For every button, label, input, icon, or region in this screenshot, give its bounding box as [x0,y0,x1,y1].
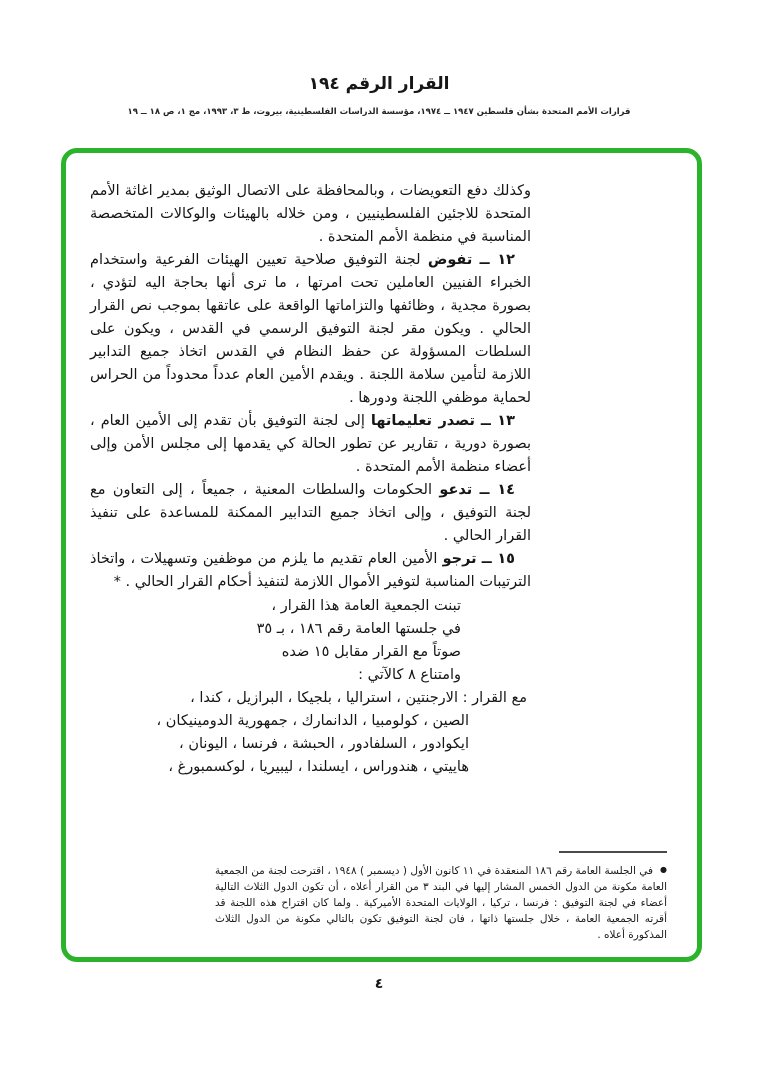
footnote [215,851,667,943]
clause-14-text: الحكومات والسلطات المعنية ، جميعاً ، إلى التعاون مع لجنة التوفيق ، وإلى اتخاذ جميع التدابير الممكنة للمساعدة على تنفيذ القرار الحالي . [90,482,531,544]
vote-result-block [90,595,461,687]
footnote-bullet-icon: ● [660,865,668,874]
clause-13 [90,410,531,479]
footnote-body: في الجلسة العامة رقم ١٨٦ المنعقدة في ١١ كانون الأول ( ديسمبر ) ١٩٤٨ ، اقترحت لجنة من الجمعية العامة مكونة من الدول الخمس المشار إليها في البند ٣ من القرار أعلاه ، أن تكون الدول الثلاث التالية أعضاء في لجنة التوفيق : فرنسا ، تركيا ، الولايات المتحدة الأميركية . ولما كان اقتراح هذه اللجنة قد أقرته الجمعية العامة ، خلال جلستها ذاتها ، فان لجنة التوفيق تكون بالتالي مكونة من الدول الثلاث المذكورة أعلاه . [215,865,667,941]
clause-13-text: إلى لجنة التوفيق بأن تقدم إلى الأمين العام ، بصورة دورية ، تقارير عن تطور الحالة كي يقدمها إلى مجلس الأمن وإلى أعضاء منظمة الأمم المتحدة . [90,413,531,475]
clause-15-lead: ترجو [442,551,477,567]
clause-14-lead: تدعو [439,482,473,498]
clause-15-text: الأمين العام تقديم ما يلزم من موظفين وتسهيلات ، واتخاذ الترتيبات المناسبة لتوفير الأموال اللازمة لتنفيذ أحكام القرار الحالي . * [90,551,531,590]
for-label: مع القرار : [462,690,527,706]
vote-line: وامتناع ٨ كالآتي : [358,667,461,683]
clause-13-number: ١٣ ــ [480,413,515,429]
countries-line: ايكوادور ، السلفادور ، الحبشة ، فرنسا ، اليونان ، [179,736,469,752]
clause-12-text: لجنة التوفيق صلاحية تعيين الهيئات الفرعية واستخدام الخبراء الفنيين العاملين تحت امرتها ، ما ترى أنها بحاجة اليه لتؤدي ، بصورة مجدية ، وظائفها والتزاماتها الواقعة على عاتقها بموجب نص القرار الحالي . ويكون مقر لجنة التوفيق الرسمي في القدس ، ويكون على السلطات المسؤولة عن حفظ النظام في القدس اتخاذ جميع التدابير اللازمة لتأمين سلامة اللجنة . ويقدم الأمين العام عدداً محدوداً من الحراس لحماية موظفي اللجنة ودورها . [90,252,531,406]
clause-13-lead: تصدر تعليماتها [370,413,475,429]
clause-14-number: ١٤ ــ [479,482,516,498]
countries-line: الصين ، كولومبيا ، الدانمارك ، جمهورية الدومينيكان ، [156,713,469,729]
clause-15 [90,548,531,594]
clause-14 [90,479,531,548]
resolution-title: القرار الرقم ١٩٤ [308,74,450,94]
vote-line: تبنت الجمعية العامة هذا القرار ، [271,598,461,614]
footnote-separator [559,851,667,853]
page-number: ٤ [374,976,384,992]
countries-text: الارجنتين ، استراليا ، بلجيكا ، البرازيل ، كندا ، [190,690,458,706]
clause-12 [90,249,531,410]
vote-line: صوتاً مع القرار مقابل ١٥ ضده [281,644,461,660]
resolution-body [90,180,531,779]
paragraph-intro: وكذلك دفع التعويضات ، وبالمحافظة على الاتصال الوثيق بمدير اغاثة الأمم المتحدة للاجئين الفلسطينيين ، ومن خلاله بالهيئات والوكالات المتخصصة المناسبة في منظمة الأمم المتحدة . [90,183,531,245]
countries-line: هاييتي ، هندوراس ، ايسلندا ، ليبيريا ، لوكسمبورغ ، [168,759,469,775]
countries-line [90,687,527,710]
clause-15-number: ١٥ ــ [481,551,516,567]
document-header [0,74,758,117]
source-citation: قرارات الأمم المتحدة بشأن فلسطين ١٩٤٧ ــ ١٩٧٤، مؤسسة الدراسات الفلسطينية، بيروت، ط ٣، ١٩٩٣، مج ١، ص ١٨ ــ ١٩ [127,107,631,117]
countries-in-favor-list [90,687,531,779]
clause-12-lead: تفوض [427,252,473,268]
footnote-text [215,862,667,943]
clause-12-number: ١٢ ــ [479,252,516,268]
vote-line: في جلستها العامة رقم ١٨٦ ، بـ ٣٥ [256,621,461,637]
green-border-frame [61,148,702,962]
